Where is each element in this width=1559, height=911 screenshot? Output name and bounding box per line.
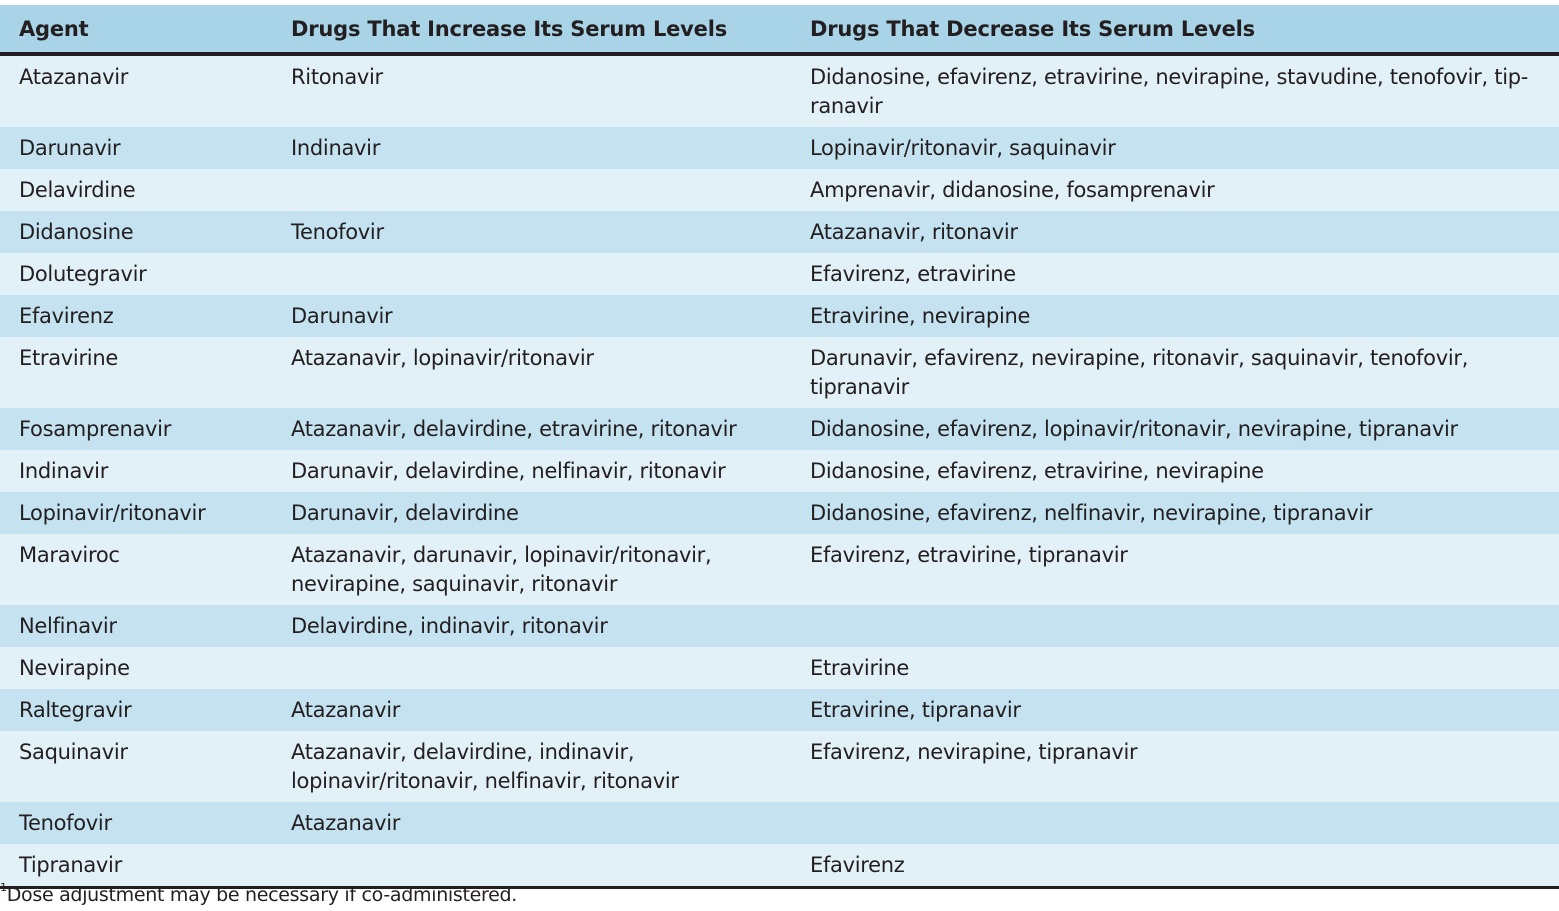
header-decrease: Drugs That Decrease Its Serum Levels (791, 5, 1559, 54)
increase-cell (272, 169, 791, 211)
table-row (0, 802, 1559, 844)
increase-cell: Atazanavir, lopinavir/ritonavir (272, 337, 791, 408)
increase-cell: Atazanavir (272, 689, 791, 731)
increase-cell: Atazanavir, delavirdine, indinavir, lopinavir/ritonavir, nelfinavir, ritonavir (272, 731, 791, 802)
increase-cell: Ritonavir (272, 54, 791, 127)
increase-cell (272, 253, 791, 295)
table-body (0, 54, 1559, 888)
drug-interaction-table-container (0, 5, 1559, 889)
table-row (0, 605, 1559, 647)
decrease-cell: Didanosine, efavirenz, lopinavir/ritonavir, nevirapine, tipranavir (791, 408, 1559, 450)
table-row (0, 689, 1559, 731)
table-row (0, 127, 1559, 169)
agent-cell: Fosamprenavir (0, 408, 272, 450)
decrease-cell: Didanosine, efavirenz, nelfinavir, nevirapine, tipranavir (791, 492, 1559, 534)
table-row (0, 450, 1559, 492)
agent-cell: Tenofovir (0, 802, 272, 844)
decrease-cell: Efavirenz, etravirine, tipranavir (791, 534, 1559, 605)
decrease-cell: Efavirenz, nevirapine, tipranavir (791, 731, 1559, 802)
increase-cell: Tenofovir (272, 211, 791, 253)
footnote-marker: 1 (0, 881, 7, 894)
decrease-cell: Amprenavir, didanosine, fosamprenavir (791, 169, 1559, 211)
decrease-cell: Efavirenz, etravirine (791, 253, 1559, 295)
table-row (0, 844, 1559, 888)
decrease-cell: Didanosine, efavirenz, etravirine, nevirapine (791, 450, 1559, 492)
increase-cell: Atazanavir, darunavir, lopinavir/ritonavir, nevirapine, saquinavir, ritonavir (272, 534, 791, 605)
table-footnote (0, 881, 518, 906)
agent-cell: Darunavir (0, 127, 272, 169)
table-row (0, 54, 1559, 127)
decrease-cell: Atazanavir, ritonavir (791, 211, 1559, 253)
table-row (0, 731, 1559, 802)
increase-cell: Indinavir (272, 127, 791, 169)
agent-cell: Lopinavir/ritonavir (0, 492, 272, 534)
decrease-cell (791, 802, 1559, 844)
decrease-cell: Etravirine, nevirapine (791, 295, 1559, 337)
agent-cell: Nevirapine (0, 647, 272, 689)
agent-cell: Atazanavir (0, 54, 272, 127)
decrease-cell: Etravirine, tipranavir (791, 689, 1559, 731)
agent-cell: Tipranavir (0, 844, 272, 888)
agent-cell: Indinavir (0, 450, 272, 492)
header-increase: Drugs That Increase Its Serum Levels (272, 5, 791, 54)
table-row (0, 337, 1559, 408)
decrease-cell: Darunavir, efavirenz, nevirapine, ritonavir, saquinavir, tenofovir, tipranavir (791, 337, 1559, 408)
agent-cell: Etravirine (0, 337, 272, 408)
decrease-cell: Efavirenz (791, 844, 1559, 888)
decrease-cell (791, 605, 1559, 647)
agent-cell: Nelfinavir (0, 605, 272, 647)
table-row (0, 647, 1559, 689)
agent-cell: Dolutegravir (0, 253, 272, 295)
increase-cell: Darunavir, delavirdine (272, 492, 791, 534)
header-row (0, 5, 1559, 54)
agent-cell: Raltegravir (0, 689, 272, 731)
agent-cell: Efavirenz (0, 295, 272, 337)
increase-cell (272, 844, 791, 888)
increase-cell (272, 647, 791, 689)
table-row (0, 211, 1559, 253)
table-header (0, 5, 1559, 54)
increase-cell: Atazanavir, delavirdine, etravirine, ritonavir (272, 408, 791, 450)
table-row (0, 169, 1559, 211)
increase-cell: Darunavir (272, 295, 791, 337)
table-row (0, 253, 1559, 295)
decrease-cell: Lopinavir/ritonavir, saquinavir (791, 127, 1559, 169)
increase-cell: Atazanavir (272, 802, 791, 844)
agent-cell: Saquinavir (0, 731, 272, 802)
agent-cell: Delavirdine (0, 169, 272, 211)
decrease-cell: Didanosine, efavirenz, etravirine, nevirapine, stavudine, tenofovir, tip-ranavir (791, 54, 1559, 127)
table-row (0, 295, 1559, 337)
table-row (0, 534, 1559, 605)
footnote-text: Dose adjustment may be necessary if co-administered. (6, 884, 518, 906)
table-row (0, 408, 1559, 450)
table-row (0, 492, 1559, 534)
agent-cell: Didanosine (0, 211, 272, 253)
drug-interaction-table (0, 5, 1559, 889)
increase-cell: Delavirdine, indinavir, ritonavir (272, 605, 791, 647)
decrease-cell: Etravirine (791, 647, 1559, 689)
increase-cell: Darunavir, delavirdine, nelfinavir, ritonavir (272, 450, 791, 492)
header-agent: Agent (0, 5, 272, 54)
agent-cell: Maraviroc (0, 534, 272, 605)
